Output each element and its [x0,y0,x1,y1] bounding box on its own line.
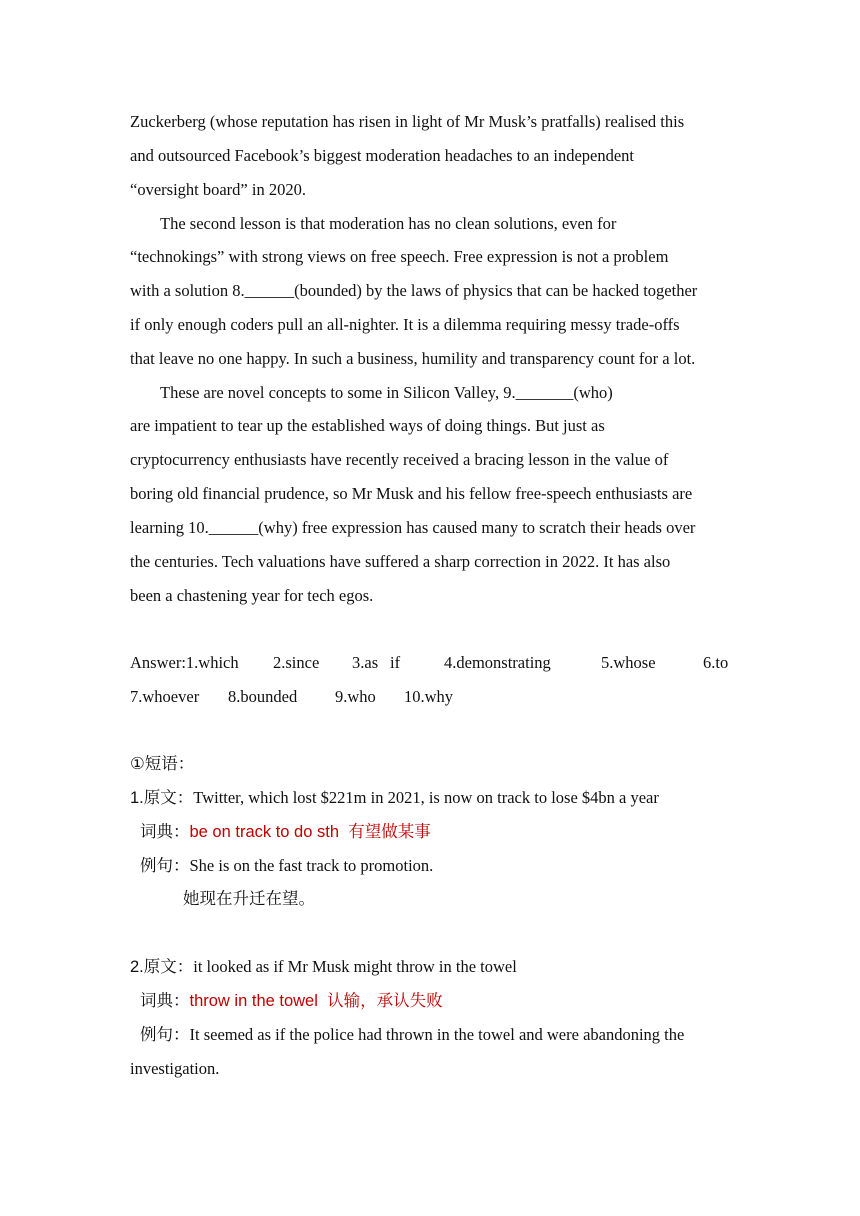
passage-line: cryptocurrency enthusiasts have recently received a bracing lesson in the value of [130,450,669,469]
dictionary-label: 词典： [140,991,190,1010]
example-text-continued: investigation. [130,1059,220,1078]
phrases-heading: ①短语： [130,754,195,773]
passage-line: Zuckerberg (whose reputation has risen in light of Mr Musk’s pratfalls) realised this [130,112,685,131]
answer-item: 2.since [273,653,320,672]
passage-line: boring old financial prudence, so Mr Musk and his fellow free-speech enthusiasts are [130,484,693,503]
phrase-entry-original [130,787,659,809]
passage-line: These are novel concepts to some in Silicon Valley, 9._______(who) [160,383,613,402]
answer-key-row-2 [0,686,860,708]
answer-item: 8.bounded [228,687,298,706]
answer-item: 7.whoever [130,687,200,706]
dictionary-phrase: be on track to do sth [189,823,340,841]
entry-number: 2. [130,958,144,976]
example-text: She is on the fast track to promotion. [189,856,434,875]
answer-item: 6.to [703,653,729,672]
passage-line: learning 10.______(why) free expression has caused many to scratch their heads over [130,518,696,537]
phrase-entry-dictionary [140,990,443,1012]
answer-item: 4.demonstrating [444,653,551,672]
example-translation: 她现在升迁在望。 [183,889,315,908]
dictionary-phrase: throw in the towel [189,992,318,1010]
answer-item: 10.why [404,687,454,706]
answer-item: 5.whose [601,653,656,672]
original-text: it looked as if Mr Musk might throw in the towel [193,957,517,976]
dictionary-meaning: 认输，承认失败 [327,991,443,1010]
answer-item: 3.as [352,653,379,672]
original-label: 原文： [143,788,194,807]
original-label: 原文： [143,957,194,976]
passage-line: that leave no one happy. In such a business, humility and transparency count for a lot. [130,349,696,368]
answer-key-row-1 [0,652,860,674]
original-text: Twitter, which lost $221m in 2021, is now on track to lose $4bn a year [193,788,659,807]
passage-line: if only enough coders pull an all-nighter. It is a dilemma requiring messy trade-offs [130,315,680,334]
phrase-entry-original [130,956,517,978]
dictionary-label: 词典： [140,822,190,841]
passage-line: “oversight board” in 2020. [130,180,306,199]
passage-line: the centuries. Tech valuations have suffered a sharp correction in 2022. It has also [130,552,671,571]
example-label: 例句： [140,1025,190,1044]
example-label: 例句： [140,856,190,875]
phrase-entry-example [140,855,433,877]
phrase-entry-dictionary [140,821,431,843]
entry-number: 1. [130,789,144,807]
passage-line: “technokings” with strong views on free speech. Free expression is not a problem [130,247,669,266]
passage-line: with a solution 8.______(bounded) by the laws of physics that can be hacked together [130,281,698,300]
answer-label: Answer:1.which [130,653,239,672]
passage-line: and outsourced Facebook’s biggest moderation headaches to an independent [130,146,635,165]
passage-line: been a chastening year for tech egos. [130,586,374,605]
example-text: It seemed as if the police had thrown in the towel and were abandoning the [189,1025,685,1044]
passage-line: The second lesson is that moderation has no clean solutions, even for [160,214,617,233]
phrase-entry-example [140,1024,730,1046]
answer-item: 9.who [335,687,376,706]
passage-line: are impatient to tear up the established ways of doing things. But just as [130,416,605,435]
dictionary-meaning: 有望做某事 [348,822,431,841]
answer-item: if [390,653,401,672]
